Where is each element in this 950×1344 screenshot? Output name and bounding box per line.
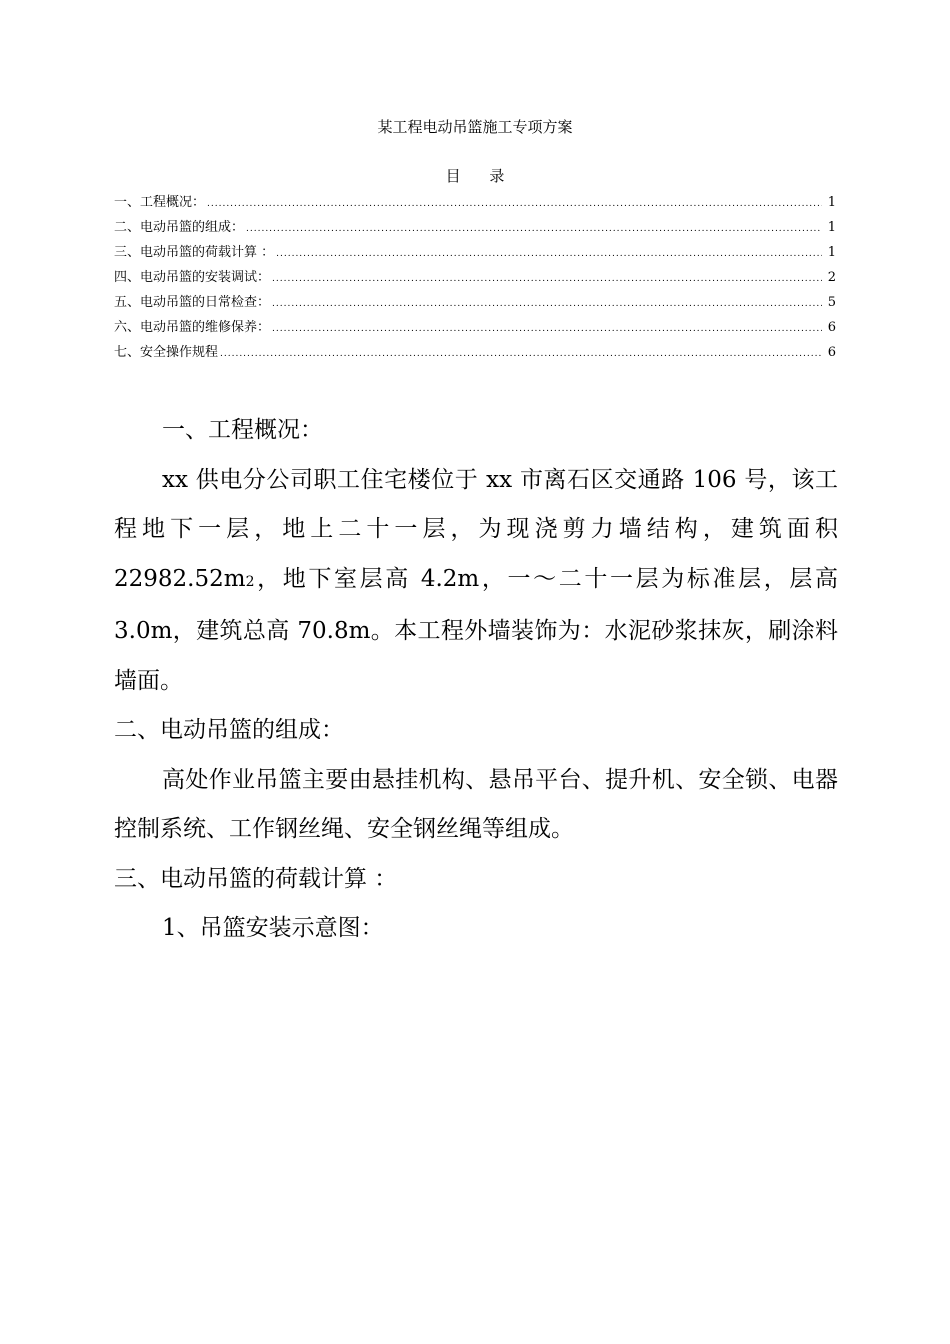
toc-entry[interactable] bbox=[114, 265, 836, 290]
toc-entry-page: 1 bbox=[827, 195, 836, 210]
toc-entry-page: 6 bbox=[827, 345, 836, 360]
subsection-heading-installation-diagram: 1、吊篮安装示意图： bbox=[162, 915, 384, 941]
toc-entry-page: 1 bbox=[827, 220, 836, 235]
toc-entry-label: 七、安全操作规程 bbox=[114, 345, 219, 360]
toc-entry-label: 三、电动吊篮的荷载计算 ： bbox=[114, 245, 275, 260]
toc-entry-label: 六、电动吊篮的维修保养： bbox=[114, 320, 271, 335]
area-unit-superscript: 2 bbox=[245, 573, 255, 590]
section-heading-overview: 一、工程概况： bbox=[162, 417, 323, 443]
toc-entry[interactable] bbox=[114, 215, 836, 240]
table-of-contents bbox=[114, 190, 836, 365]
toc-entry-page: 1 bbox=[827, 245, 836, 260]
toc-entry-label: 五、电动吊篮的日常检查： bbox=[114, 295, 271, 310]
toc-leader-dots bbox=[272, 317, 822, 342]
overview-text-part1: xx 供电分公司职工住宅楼位于 xx 市离石区交通路 106 号，该工程地下一层，地上二十一层，为现浇剪力墙结构，建筑面积 22982.52m bbox=[114, 466, 838, 592]
toc-entry-label: 四、电动吊篮的安装调试： bbox=[114, 270, 271, 285]
toc-leader-dots bbox=[220, 342, 822, 367]
overview-paragraph bbox=[114, 456, 838, 707]
toc-entry[interactable] bbox=[114, 340, 836, 365]
overview-text-part2: ，地下室层高 4.2m，一～二十一层为标准层，层高 3.0m，建筑总高 70.8m。本工程外墙装饰为：水泥砂浆抹灰，刷涂料墙面。 bbox=[114, 565, 838, 694]
toc-entry-page: 2 bbox=[827, 270, 836, 285]
toc-entry[interactable] bbox=[114, 240, 836, 265]
section-heading-composition: 二、电动吊篮的组成： bbox=[114, 717, 344, 743]
document-title: 某工程电动吊篮施工专项方案 bbox=[377, 118, 573, 136]
toc-leader-dots bbox=[246, 217, 822, 242]
toc-leader-dots bbox=[272, 267, 822, 292]
toc-entry-label: 一、工程概况： bbox=[114, 195, 206, 210]
section-heading-load-calculation: 三、电动吊篮的荷载计算 ： bbox=[114, 865, 398, 892]
toc-entry[interactable] bbox=[114, 190, 836, 215]
document-body bbox=[114, 406, 838, 954]
toc-leader-dots bbox=[272, 292, 822, 317]
toc-leader-dots bbox=[207, 192, 822, 217]
toc-entry-page: 5 bbox=[827, 295, 836, 310]
toc-heading: 目 录 bbox=[445, 167, 517, 185]
toc-entry-page: 6 bbox=[827, 320, 836, 335]
toc-entry-label: 二、电动吊篮的组成： bbox=[114, 220, 245, 235]
toc-entry[interactable] bbox=[114, 315, 836, 340]
toc-leader-dots bbox=[276, 242, 822, 267]
composition-paragraph: 高处作业吊篮主要由悬挂机构、悬吊平台、提升机、安全锁、电器控制系统、工作钢丝绳、安全钢丝绳等组成。 bbox=[114, 766, 838, 842]
toc-entry[interactable] bbox=[114, 290, 836, 315]
